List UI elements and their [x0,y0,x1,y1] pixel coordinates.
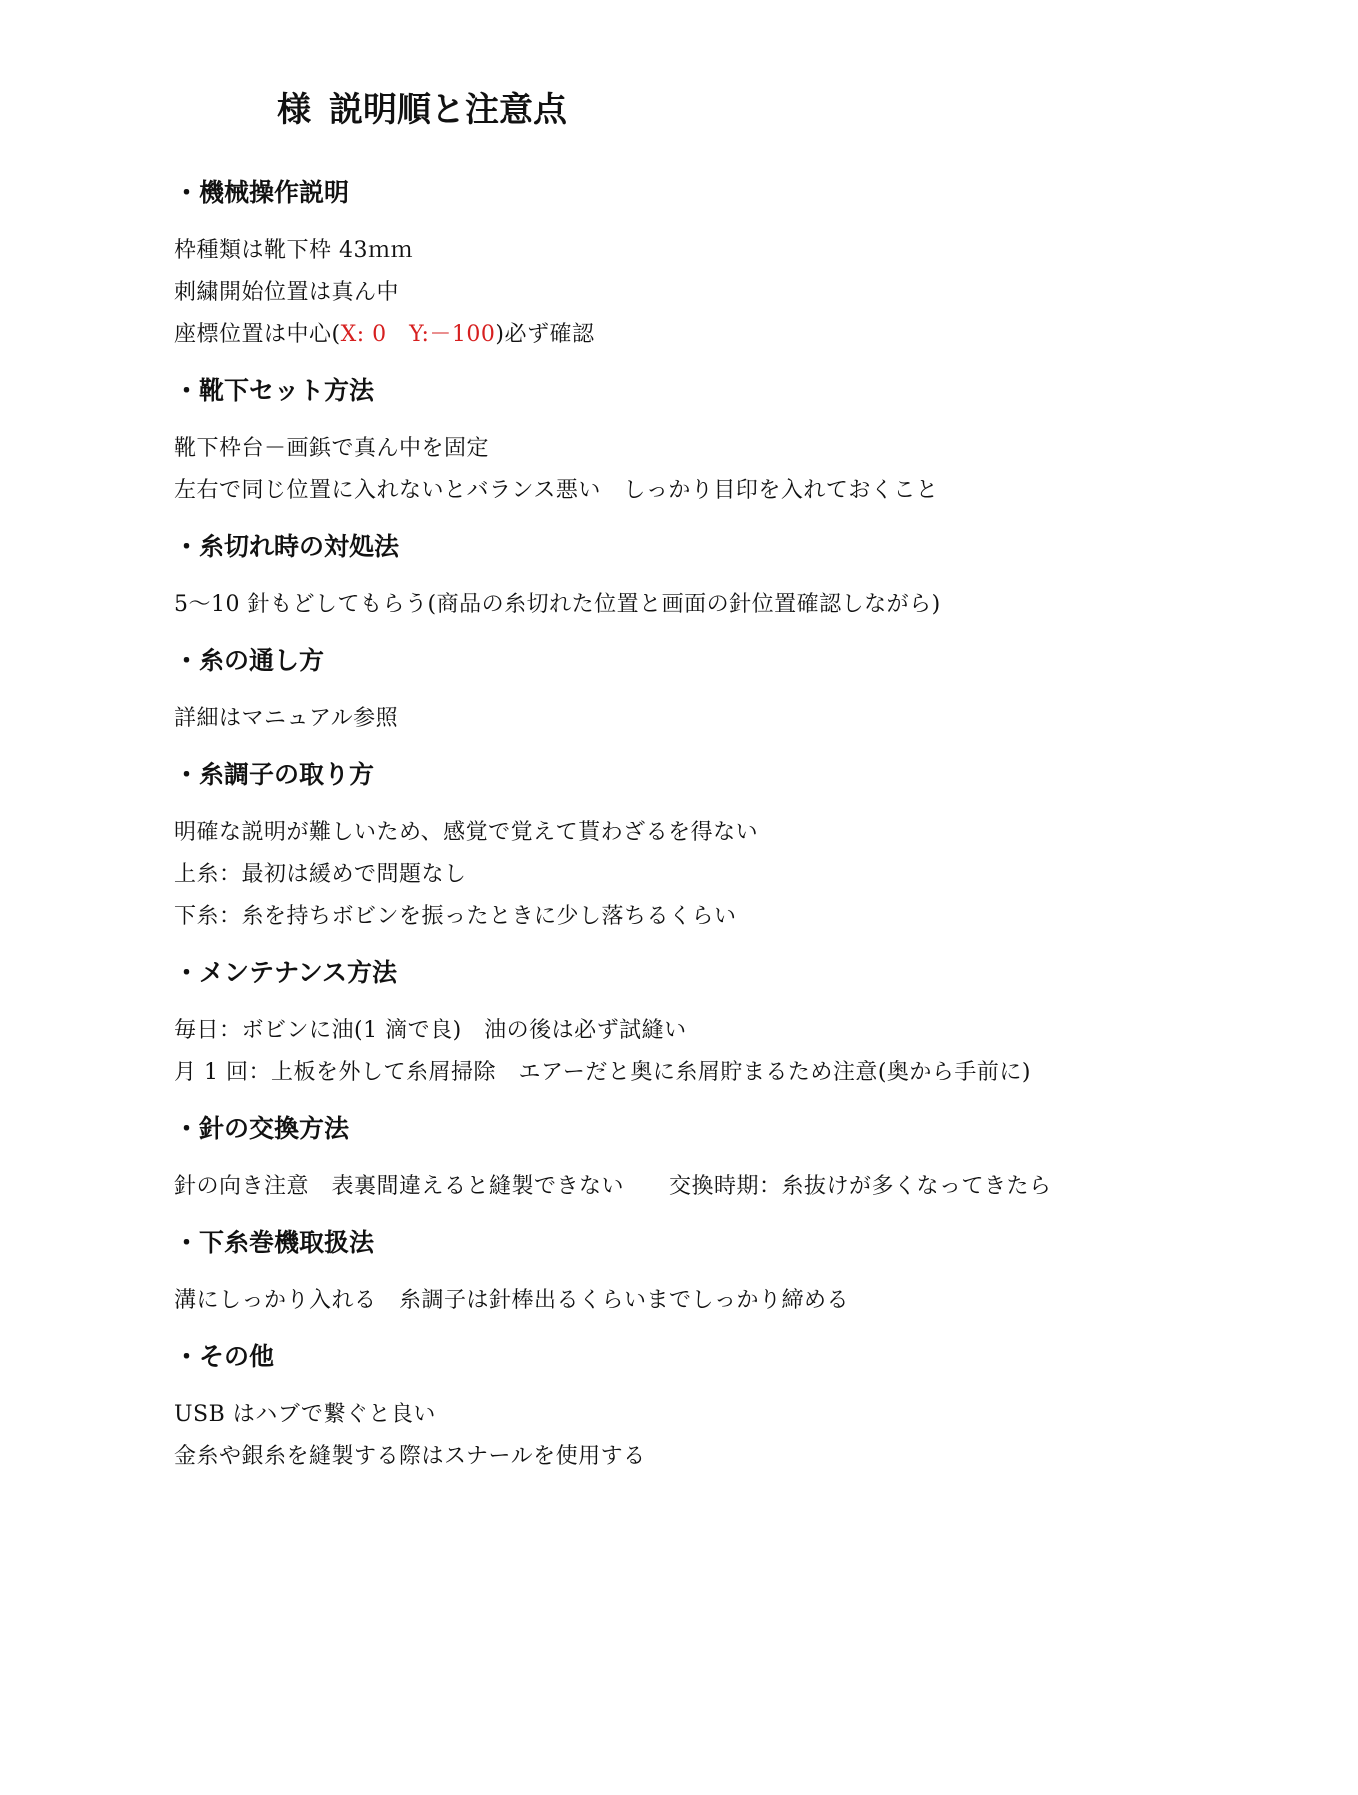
section-sock-setup [174,368,1294,524]
body-line: 針の向き注意 表裏間違えると縫製できない 交換時期：糸抜けが多くなってきたら [174,1174,1052,1199]
section-maintenance [174,950,1294,1106]
section-bobbin-winder [174,1220,1294,1334]
title-prefix: 様 [277,90,311,130]
body-line: 明確な説明が難しいため、感覚で覚えて貰わざるを得ない [174,820,759,845]
body-line: 刺繍開始位置は真ん中 [174,280,400,305]
section-heading: ・下糸巻機取扱法 [174,1228,375,1257]
section-body [174,1380,1294,1490]
body-line: 下糸：糸を持ちボビンを振ったときに少し落ちるくらい [174,904,737,929]
coordinate-line [174,314,1294,356]
section-other [174,1334,1294,1490]
body-line: 左右で同じ位置に入れないとバランス悪い しっかり目印を入れておくこと [174,478,939,503]
section-machine-operation [174,170,1294,368]
page-title [277,86,567,134]
document-content [174,170,1294,1490]
section-thread-tension [174,752,1294,950]
body-line: 金糸や銀糸を縫製する際はスナールを使用する [174,1444,646,1469]
body-line: 毎日：ボビンに油(1 滴で良) 油の後は必ず試縫い [174,1018,687,1043]
section-threading [174,638,1294,752]
section-body [174,570,1294,638]
section-body [174,216,1294,368]
body-line: 靴下枠台－画鋲で真ん中を固定 [174,436,490,461]
body-line: 上糸：最初は緩めで問題なし [174,862,467,887]
section-needle-replacement [174,1106,1294,1220]
section-body [174,414,1294,524]
section-body [174,996,1294,1106]
section-heading: ・糸調子の取り方 [174,760,375,789]
section-body [174,1266,1294,1334]
section-heading: ・糸切れ時の対処法 [174,532,400,561]
section-heading: ・針の交換方法 [174,1114,350,1143]
section-heading: ・その他 [174,1342,275,1371]
section-body [174,1152,1294,1220]
section-heading: ・機械操作説明 [174,178,350,207]
body-line: USB はハブで繋ぐと良い [174,1402,436,1427]
body-line: 月 1 回：上板を外して糸屑掃除 エアーだと奥に糸屑貯まるため注意(奥から手前に) [174,1060,1031,1085]
coordinate-values: X: 0 Y:－100 [340,322,496,347]
body-line: 溝にしっかり入れる 糸調子は針棒出るくらいまでしっかり締める [174,1288,850,1313]
body-line: 枠種類は靴下枠 43ｍｍ [174,238,413,263]
coordinate-suffix: )必ず確認 [495,322,595,347]
section-body [174,684,1294,752]
section-thread-break [174,524,1294,638]
coordinate-prefix: 座標位置は中心( [174,322,341,347]
section-body [174,798,1294,950]
title-main: 説明順と注意点 [329,90,567,130]
section-heading: ・メンテナンス方法 [174,958,398,987]
section-heading: ・糸の通し方 [174,646,325,675]
body-line: 5～10 針もどしてもらう(商品の糸切れた位置と画面の針位置確認しながら) [174,592,941,617]
section-heading: ・靴下セット方法 [174,376,375,405]
body-line: 詳細はマニュアル参照 [174,706,399,731]
